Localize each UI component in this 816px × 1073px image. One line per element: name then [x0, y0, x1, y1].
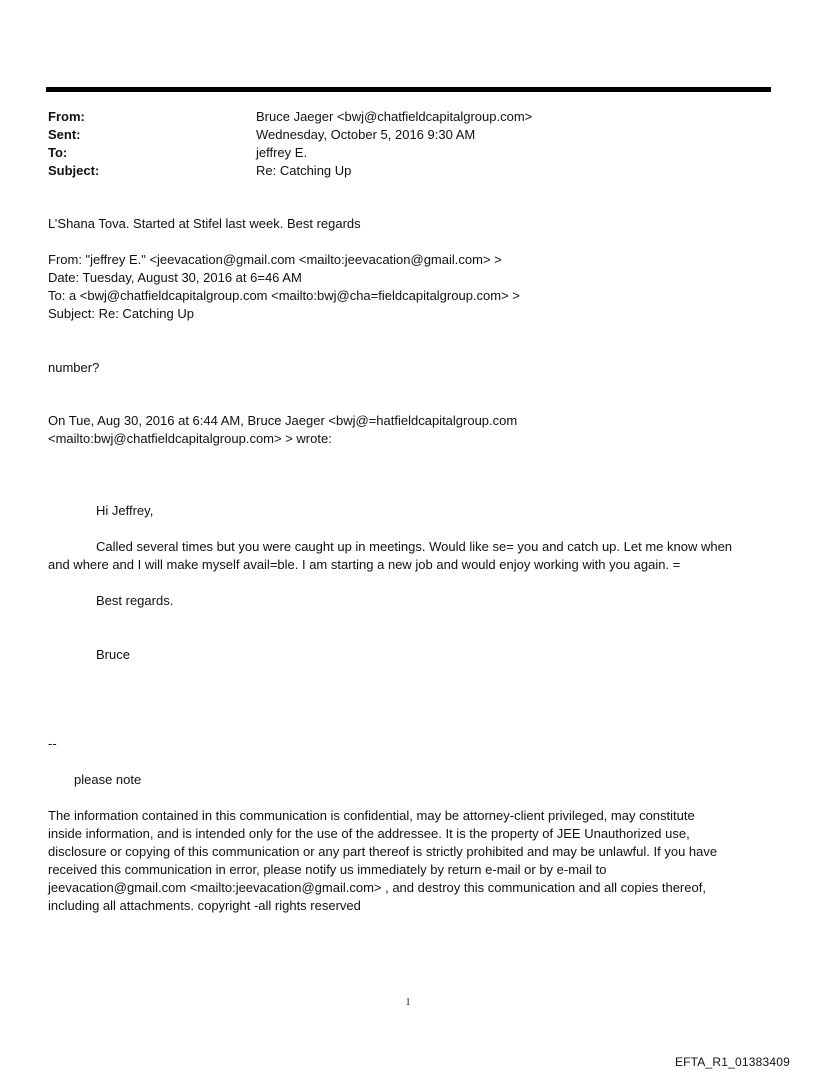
disclaimer-line-2: inside information, and is intended only for the use of the addressee. It is the property of JEE Unauthorized use, [48, 826, 690, 841]
wrote-line-1: On Tue, Aug 30, 2016 at 6:44 AM, Bruce Jaeger <bwj@=hatfieldcapitalgroup.com [48, 413, 518, 428]
message-line-1: Called several times but you were caught up in meetings. Would like se= you and catch up. Let me know when [96, 539, 733, 554]
quoted-date: Date: Tuesday, August 30, 2016 at 6=46 AM [48, 270, 302, 285]
sent-label: Sent: [48, 127, 81, 142]
sent-value: Wednesday, October 5, 2016 9:30 AM [256, 127, 476, 142]
from-row [48, 108, 748, 126]
document-id: EFTA_R1_01383409 [674, 1055, 790, 1069]
disclaimer [48, 807, 768, 915]
subject-value: Re: Catching Up [256, 163, 352, 178]
disclaimer-line-6: including all attachments. copyright -all rights reserved [48, 898, 361, 913]
subject-row [48, 162, 748, 180]
please-note [48, 771, 768, 789]
opening-text: L’Shana Tova. Started at Stifel last week. Best regards [48, 216, 361, 231]
disclaimer-line-4: received this communication in error, please notify us immediately by return e-mail or by e-mail to [48, 862, 607, 877]
to-row [48, 144, 748, 162]
signature-text: Bruce [96, 647, 130, 662]
greeting-text: Hi Jeffrey, [96, 503, 154, 518]
sign-off [48, 592, 768, 610]
sign-off-text: Best regards. [96, 593, 174, 608]
quoted-from: From: "jeffrey E." <jeevacation@gmail.com <mailto:jeevacation@gmail.com> > [48, 252, 502, 267]
please-note-text: please note [74, 772, 142, 787]
opening-line [48, 215, 768, 233]
sent-row [48, 126, 748, 144]
signature [48, 646, 768, 664]
from-value: Bruce Jaeger <bwj@chatfieldcapitalgroup.com> [256, 109, 533, 124]
page-number: 1 [405, 997, 411, 1008]
wrote-line-2: <mailto:bwj@chatfieldcapitalgroup.com> > wrote: [48, 431, 332, 446]
quoted-header [48, 251, 768, 323]
header-rule [46, 87, 771, 92]
message-body [48, 538, 768, 574]
number-question-text: number? [48, 360, 100, 375]
greeting [48, 502, 768, 520]
disclaimer-line-5: jeevacation@gmail.com <mailto:jeevacation@gmail.com> , and destroy this communication and all copies thereof, [48, 880, 706, 895]
from-label: From: [48, 109, 85, 124]
to-label: To: [48, 145, 68, 160]
separator-text: -- [48, 736, 57, 751]
email-header [48, 108, 748, 180]
subject-label: Subject: [48, 163, 100, 178]
separator [48, 735, 768, 753]
quoted-subject: Subject: Re: Catching Up [48, 306, 194, 321]
to-value: jeffrey E. [256, 145, 308, 160]
quoted-to: To: a <bwj@chatfieldcapitalgroup.com <mailto:bwj@cha=fieldcapitalgroup.com> > [48, 288, 520, 303]
wrote-line [48, 412, 768, 448]
number-question [48, 359, 768, 377]
disclaimer-line-1: The information contained in this communication is confidential, may be attorney-client privileged, may constitute [48, 808, 695, 823]
disclaimer-line-3: disclosure or copying of this communication or any part thereof is strictly prohibited and may be unlawful. If you have [48, 844, 718, 859]
message-line-2: and where and I will make myself avail=ble. I am starting a new job and would enjoy working with you again. = [48, 557, 681, 572]
